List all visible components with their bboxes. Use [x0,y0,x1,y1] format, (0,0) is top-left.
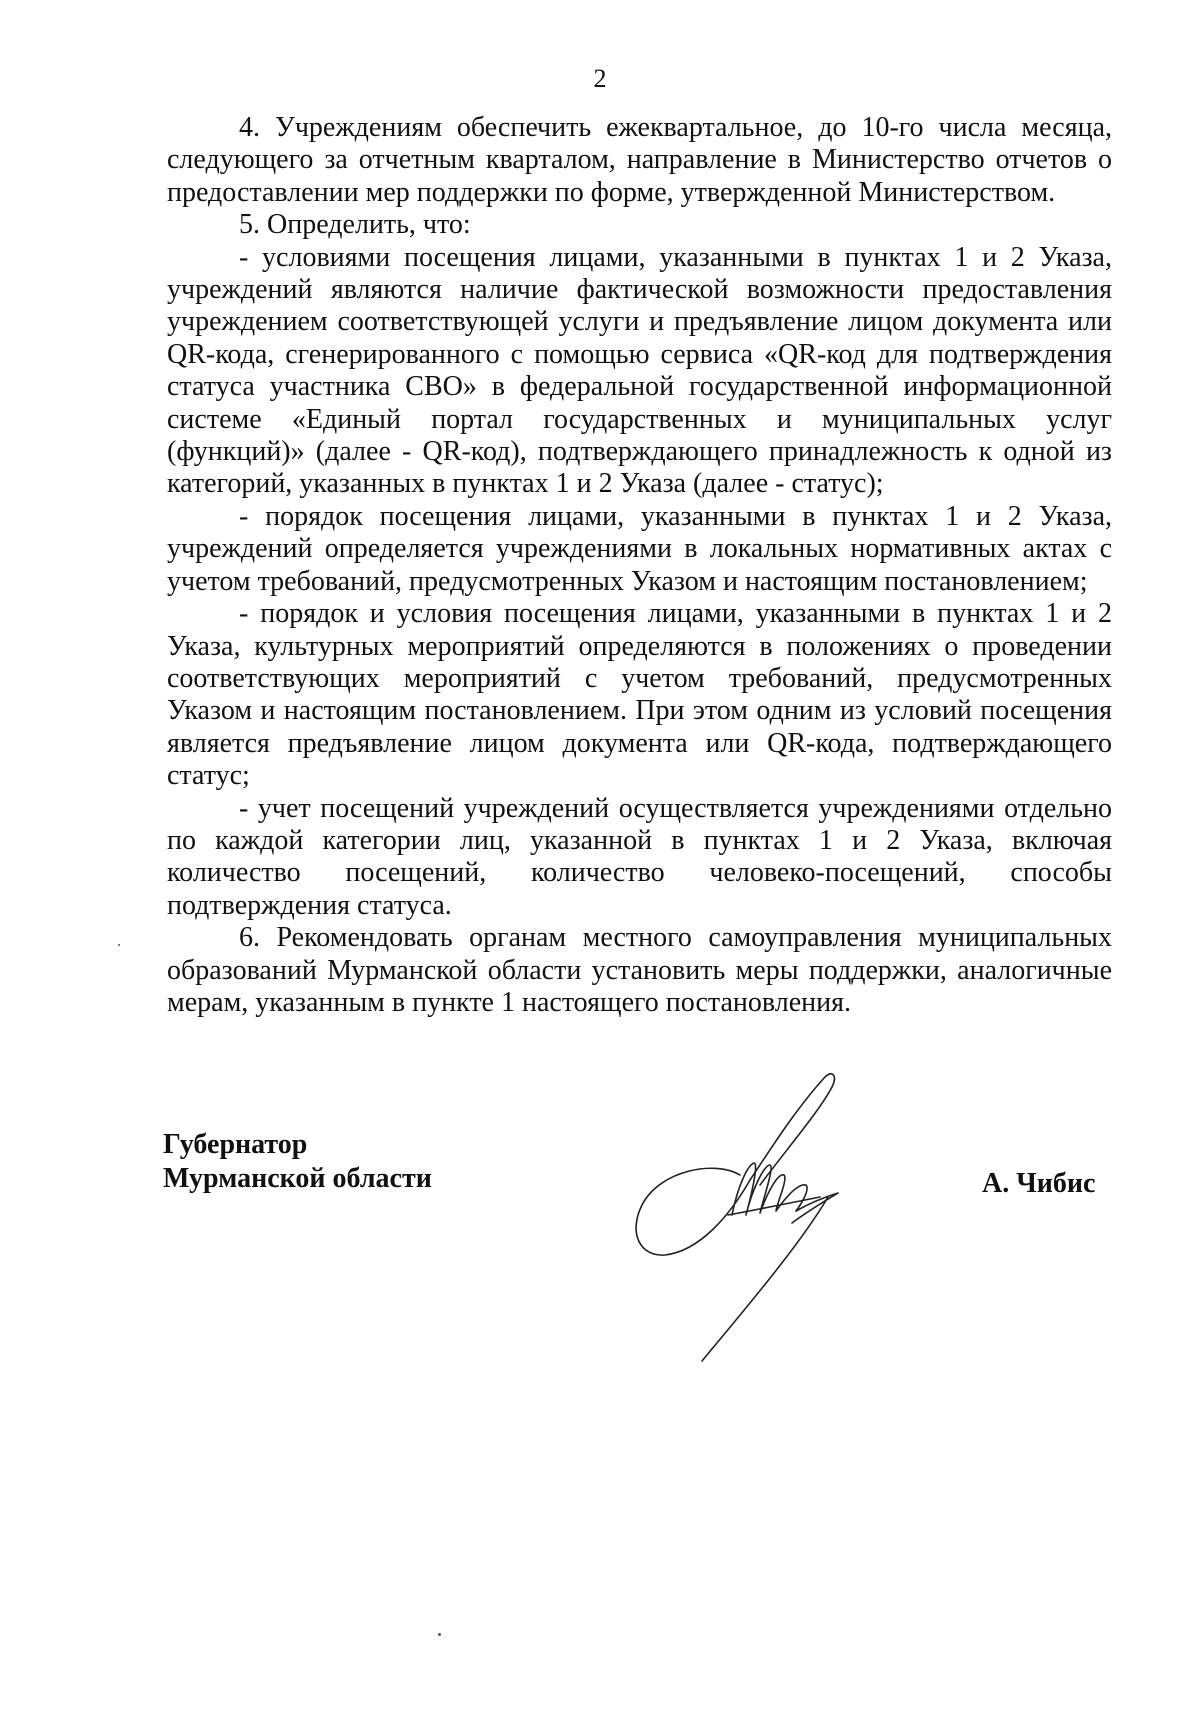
paragraph-subitem-accounting: - учет посещений учреждений осуществляется учреждениями отдельно по каждой категории лиц, указанной в пунктах 1 и 2 Указа, включая количество посещений, количество человеко-посещений, способы подтверждения статуса. [167,792,1112,921]
handwritten-signature [620,1065,900,1375]
signatory-name: А. Чибис [982,1168,1096,1199]
paragraph-item-4: 4. Учреждениям обеспечить ежеквартальное, до 10-го числа месяца, следующего за отчетным кварталом, направление в Министерство отчетов о предоставлении мер поддержки по форме, утвержденной Министерством. [167,112,1112,208]
paragraph-subitem-events: - порядок и условия посещения лицами, указанными в пунктах 1 и 2 Указа, культурных мероприятий определяются в положениях о проведении соответствующих мероприятий с учетом требований, предусмотренных Указом и настоящим постановлением. При этом одним из условий посещения является предъявление лицом документа или QR-кода, подтверждающего статус; [167,598,1112,792]
page-number: 2 [593,64,607,93]
paragraph-item-5: 5. Определить, что: [239,209,471,241]
position-line-2: Мурманской области [163,1163,432,1194]
paragraph-subitem-conditions: - условиями посещения лицами, указанными в пунктах 1 и 2 Указа, учреждений являются наличие фактической возможности предоставления учреждением соответствующей услуги и предъявление лицом документа или QR-кода, сгенерированного с помощью сервиса «QR-код для подтверждения статуса участника СВО» в федеральной государственной информационной системе «Единый портал государственных и муниципальных услуг (функций)» (далее - QR-код), подтверждающего принадлежность к одной из категорий, указанных в пунктах 1 и 2 Указа (далее - статус); [167,241,1112,500]
scan-speck [438,1633,441,1636]
position-line-1: Губернатор [163,1129,308,1160]
signatory-position [163,1128,432,1196]
paragraph-subitem-procedure: - порядок посещения лицами, указанными в пунктах 1 и 2 Указа, учреждений определяется учреждениями в локальных нормативных актах с учетом требований, предусмотренных Указом и настоящим постановлением; [167,500,1112,597]
scan-speck [118,944,120,946]
paragraph-item-6: 6. Рекомендовать органам местного самоуправления муниципальных образований Мурманской области установить меры поддержки, аналогичные мерам, указанным в пункте 1 настоящего постановления. [167,922,1112,1018]
document-body [167,112,1112,1019]
